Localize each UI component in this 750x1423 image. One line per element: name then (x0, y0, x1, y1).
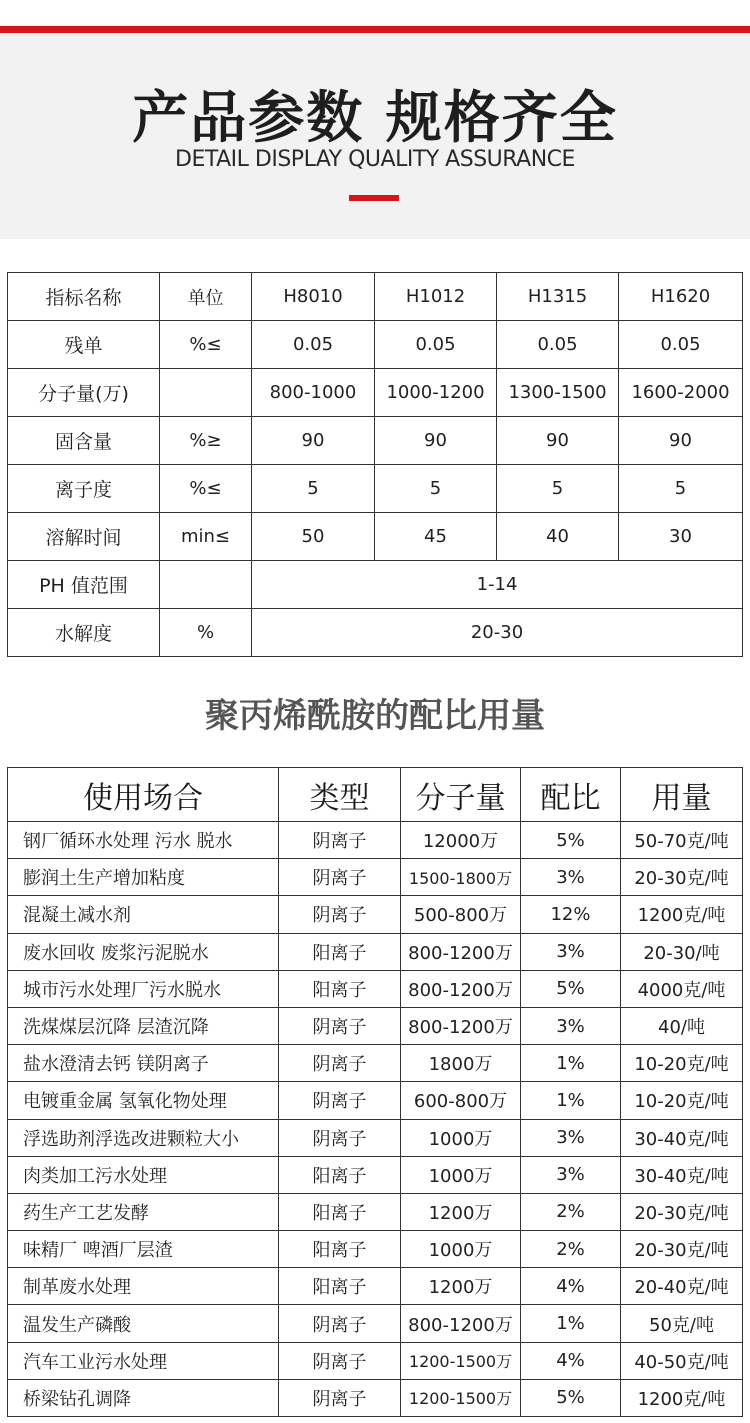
usage-ratio-cell: 4% (521, 1268, 621, 1305)
spec-value-cell: 1600-2000 (619, 369, 743, 417)
usage-dosage-cell: 50克/吨 (621, 1305, 743, 1342)
usage-type-cell: 阴离子 (279, 822, 401, 859)
spec-row (8, 369, 743, 417)
spec-row (8, 321, 743, 369)
spec-value-cell: 40 (497, 513, 619, 561)
usage-scene-cell: 盐水澄清去钙 镁阴离子 (8, 1045, 279, 1082)
usage-type-cell: 阳离子 (279, 1231, 401, 1268)
spec-unit-cell: %≤ (160, 465, 252, 513)
usage-dosage-cell: 30-40克/吨 (621, 1119, 743, 1156)
usage-type-cell: 阳离子 (279, 970, 401, 1007)
usage-header-cell: 配比 (521, 768, 621, 822)
spec-row (8, 417, 743, 465)
spec-header-cell: H1315 (497, 273, 619, 321)
usage-row (8, 933, 743, 970)
usage-ratio-cell: 1% (521, 1082, 621, 1119)
spec-unit-cell: min≤ (160, 513, 252, 561)
spec-value-cell: 90 (497, 417, 619, 465)
spec-name-cell: 溶解时间 (8, 513, 160, 561)
usage-type-cell: 阴离子 (279, 1082, 401, 1119)
usage-row (8, 1119, 743, 1156)
usage-mw-cell: 1200万 (401, 1268, 521, 1305)
spec-value-cell: 90 (252, 417, 375, 465)
usage-mw-cell: 1000万 (401, 1119, 521, 1156)
usage-mw-cell: 800-1200万 (401, 1305, 521, 1342)
usage-type-cell: 阴离子 (279, 1045, 401, 1082)
usage-mw-cell: 600-800万 (401, 1082, 521, 1119)
spec-unit-cell: % (160, 609, 252, 657)
spec-value-cell: 1300-1500 (497, 369, 619, 417)
title-divider (349, 195, 399, 201)
usage-scene-cell: 浮选助剂浮选改进颗粒大小 (8, 1119, 279, 1156)
usage-ratio-cell: 3% (521, 1007, 621, 1044)
usage-row (8, 1156, 743, 1193)
usage-type-cell: 阳离子 (279, 1268, 401, 1305)
usage-header-row (8, 768, 743, 822)
spec-value-cell: 1000-1200 (375, 369, 497, 417)
usage-table (7, 767, 743, 1417)
usage-row (8, 1379, 743, 1416)
usage-scene-cell: 钢厂循环水处理 污水 脱水 (8, 822, 279, 859)
usage-scene-cell: 药生产工艺发酵 (8, 1193, 279, 1230)
usage-row (8, 1045, 743, 1082)
spec-value-cell: 5 (252, 465, 375, 513)
usage-type-cell: 阴离子 (279, 1342, 401, 1379)
spec-name-cell: 残单 (8, 321, 160, 369)
usage-header-cell: 分子量 (401, 768, 521, 822)
usage-scene-cell: 城市污水处理厂污水脱水 (8, 970, 279, 1007)
usage-ratio-cell: 1% (521, 1045, 621, 1082)
spec-merged-value-cell: 20-30 (252, 609, 743, 657)
usage-mw-cell: 12000万 (401, 822, 521, 859)
usage-type-cell: 阳离子 (279, 1193, 401, 1230)
usage-row (8, 1268, 743, 1305)
spec-value-cell: 0.05 (252, 321, 375, 369)
page-subtitle: DETAIL DISPLAY QUALITY ASSURANCE (175, 147, 575, 172)
spec-value-cell: 800-1000 (252, 369, 375, 417)
usage-mw-cell: 1200-1500万 (401, 1379, 521, 1416)
usage-ratio-cell: 3% (521, 933, 621, 970)
usage-header-cell: 使用场合 (8, 768, 279, 822)
spec-header-cell: 指标名称 (8, 273, 160, 321)
usage-row (8, 1193, 743, 1230)
spec-name-cell: 固含量 (8, 417, 160, 465)
spec-name-cell: 离子度 (8, 465, 160, 513)
spec-unit-cell (160, 369, 252, 417)
usage-mw-cell: 1000万 (401, 1156, 521, 1193)
spec-unit-cell: %≤ (160, 321, 252, 369)
usage-mw-cell: 1500-1800万 (401, 859, 521, 896)
usage-dosage-cell: 20-30克/吨 (621, 859, 743, 896)
usage-row (8, 859, 743, 896)
usage-scene-cell: 废水回收 废浆污泥脱水 (8, 933, 279, 970)
spec-table (7, 272, 743, 657)
usage-mw-cell: 500-800万 (401, 896, 521, 933)
usage-type-cell: 阳离子 (279, 1156, 401, 1193)
usage-scene-cell: 膨润土生产增加粘度 (8, 859, 279, 896)
usage-header-cell: 用量 (621, 768, 743, 822)
spec-value-cell: 90 (619, 417, 743, 465)
spec-value-cell: 0.05 (619, 321, 743, 369)
usage-type-cell: 阴离子 (279, 1379, 401, 1416)
usage-dosage-cell: 10-20克/吨 (621, 1082, 743, 1119)
usage-mw-cell: 1800万 (401, 1045, 521, 1082)
spec-value-cell: 50 (252, 513, 375, 561)
usage-mw-cell: 800-1200万 (401, 970, 521, 1007)
usage-dosage-cell: 20-30克/吨 (621, 1231, 743, 1268)
usage-type-cell: 阴离子 (279, 1305, 401, 1342)
usage-ratio-cell: 3% (521, 1119, 621, 1156)
usage-dosage-cell: 30-40克/吨 (621, 1156, 743, 1193)
usage-scene-cell: 洗煤煤层沉降 层渣沉降 (8, 1007, 279, 1044)
usage-dosage-cell: 10-20克/吨 (621, 1045, 743, 1082)
usage-row (8, 896, 743, 933)
usage-row (8, 822, 743, 859)
spec-merged-value-cell: 1-14 (252, 561, 743, 609)
usage-row (8, 1342, 743, 1379)
usage-dosage-cell: 20-40克/吨 (621, 1268, 743, 1305)
usage-mw-cell: 1200-1500万 (401, 1342, 521, 1379)
usage-scene-cell: 肉类加工污水处理 (8, 1156, 279, 1193)
usage-type-cell: 阳离子 (279, 933, 401, 970)
spec-value-cell: 90 (375, 417, 497, 465)
usage-ratio-cell: 2% (521, 1231, 621, 1268)
spec-merged-row (8, 609, 743, 657)
usage-ratio-cell: 5% (521, 970, 621, 1007)
usage-scene-cell: 桥梁钻孔调降 (8, 1379, 279, 1416)
usage-section-title: 聚丙烯酰胺的配比用量 (205, 696, 545, 736)
usage-scene-cell: 味精厂 啤酒厂层渣 (8, 1231, 279, 1268)
usage-row (8, 1082, 743, 1119)
usage-mw-cell: 800-1200万 (401, 1007, 521, 1044)
usage-scene-cell: 混凝土减水剂 (8, 896, 279, 933)
usage-ratio-cell: 5% (521, 822, 621, 859)
usage-mw-cell: 1000万 (401, 1231, 521, 1268)
usage-mw-cell: 800-1200万 (401, 933, 521, 970)
spec-row (8, 465, 743, 513)
usage-ratio-cell: 2% (521, 1193, 621, 1230)
usage-dosage-cell: 1200克/吨 (621, 1379, 743, 1416)
usage-type-cell: 阴离子 (279, 1007, 401, 1044)
usage-row (8, 1231, 743, 1268)
spec-unit-cell: %≥ (160, 417, 252, 465)
spec-row (8, 513, 743, 561)
spec-name-cell: 水解度 (8, 609, 160, 657)
usage-dosage-cell: 50-70克/吨 (621, 822, 743, 859)
usage-scene-cell: 制革废水处理 (8, 1268, 279, 1305)
usage-scene-cell: 电镀重金属 氢氧化物处理 (8, 1082, 279, 1119)
usage-dosage-cell: 20-30/吨 (621, 933, 743, 970)
spec-header-cell: H8010 (252, 273, 375, 321)
spec-value-cell: 45 (375, 513, 497, 561)
spec-value-cell: 5 (375, 465, 497, 513)
usage-row (8, 1007, 743, 1044)
usage-scene-cell: 汽车工业污水处理 (8, 1342, 279, 1379)
spec-merged-row (8, 561, 743, 609)
usage-type-cell: 阴离子 (279, 859, 401, 896)
usage-mw-cell: 1200万 (401, 1193, 521, 1230)
spec-header-cell: H1620 (619, 273, 743, 321)
spec-header-row (8, 273, 743, 321)
usage-dosage-cell: 1200克/吨 (621, 896, 743, 933)
spec-value-cell: 0.05 (375, 321, 497, 369)
spec-value-cell: 5 (497, 465, 619, 513)
spec-value-cell: 0.05 (497, 321, 619, 369)
spec-unit-cell (160, 561, 252, 609)
usage-type-cell: 阴离子 (279, 896, 401, 933)
usage-scene-cell: 温发生产磷酸 (8, 1305, 279, 1342)
usage-ratio-cell: 3% (521, 859, 621, 896)
usage-dosage-cell: 40-50克/吨 (621, 1342, 743, 1379)
spec-value-cell: 5 (619, 465, 743, 513)
usage-ratio-cell: 12% (521, 896, 621, 933)
usage-ratio-cell: 1% (521, 1305, 621, 1342)
page-title: 产品参数 规格齐全 (132, 86, 618, 151)
usage-dosage-cell: 20-30克/吨 (621, 1193, 743, 1230)
usage-dosage-cell: 4000克/吨 (621, 970, 743, 1007)
usage-header-cell: 类型 (279, 768, 401, 822)
spec-name-cell: PH 值范围 (8, 561, 160, 609)
usage-ratio-cell: 4% (521, 1342, 621, 1379)
usage-row (8, 1305, 743, 1342)
spec-name-cell: 分子量(万) (8, 369, 160, 417)
spec-value-cell: 30 (619, 513, 743, 561)
usage-type-cell: 阴离子 (279, 1119, 401, 1156)
spec-header-cell: 单位 (160, 273, 252, 321)
spec-header-cell: H1012 (375, 273, 497, 321)
usage-ratio-cell: 5% (521, 1379, 621, 1416)
usage-dosage-cell: 40/吨 (621, 1007, 743, 1044)
usage-ratio-cell: 3% (521, 1156, 621, 1193)
usage-row (8, 970, 743, 1007)
top-accent-bar (0, 26, 750, 33)
